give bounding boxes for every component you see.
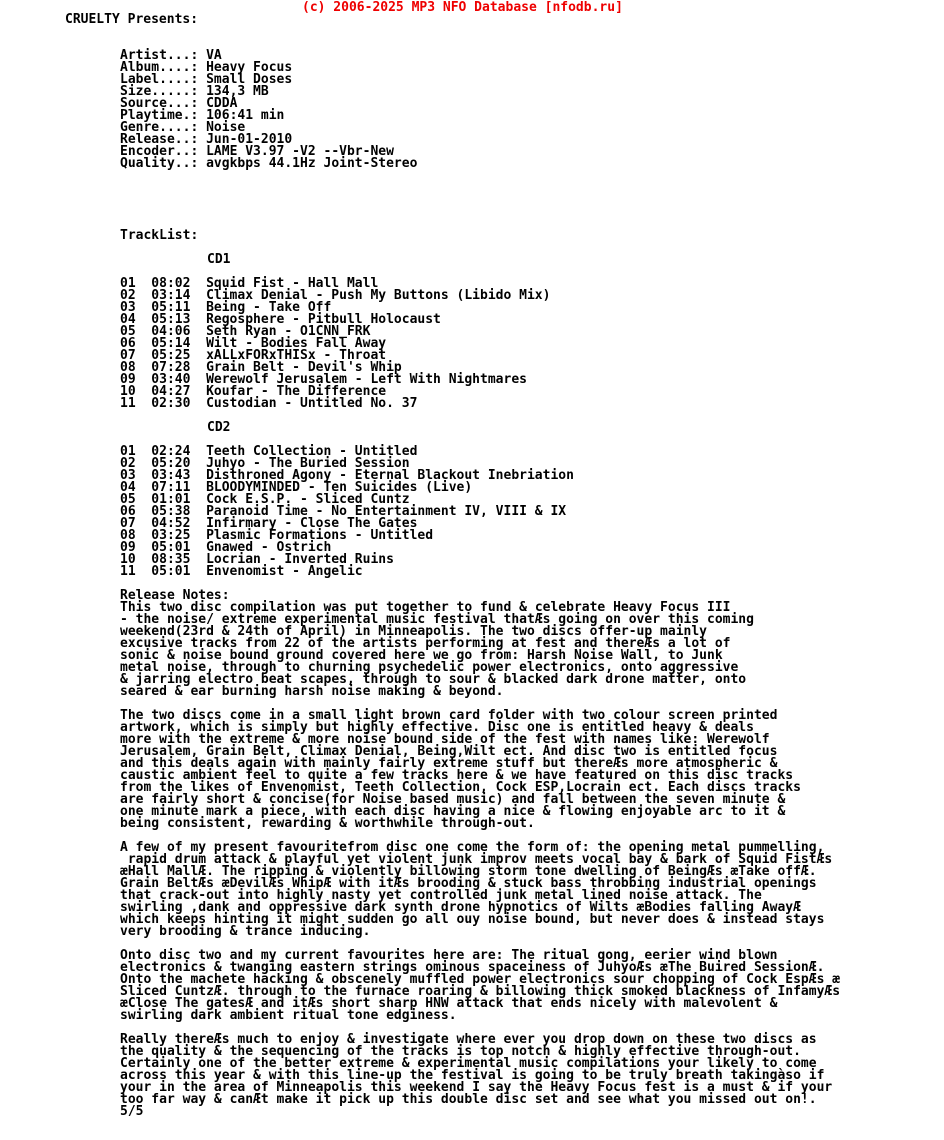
track-time: 05:13 [151, 312, 191, 327]
track-time: 03:43 [151, 468, 191, 483]
paragraph-line: - the noise/ extreme experimental music festival thatÆs going on over this coming [120, 612, 754, 627]
track-number: 04 [120, 480, 136, 495]
track-time: 03:25 [151, 528, 191, 543]
track-title: Infirmary - Close The Gates [206, 516, 418, 531]
track-time: 02:24 [151, 444, 191, 459]
track-time: 08:35 [151, 552, 191, 567]
track-number: 09 [120, 540, 136, 555]
paragraph-line: being consistent, rewarding & worthwhile through-out. [120, 816, 535, 831]
paragraph-line: swirling ,dank and oppressive dark synth drone hypnotics of Wilts æBodies falling AwayÆ [120, 900, 801, 915]
paragraph-line: which keeps hinting it might sudden go all ouy noise bound, but never does & instead stays [120, 912, 825, 927]
release-notes-paragraph-5 [120, 1034, 944, 1106]
paragraph-line: sonic & noise bound ground covered here we go from: Harsh Noise Wall, to Junk [120, 648, 723, 663]
presents-line: CRUELTY Presents: [65, 12, 199, 27]
track-time: 04:52 [151, 516, 191, 531]
track-title: xALLxFORxTHISx - Throat [206, 348, 387, 363]
track-number: 08 [120, 360, 136, 375]
disc-tracks-cd1 [120, 278, 944, 410]
release-info-label: Artist...: [120, 48, 199, 63]
track-title: Koufar - The Difference [206, 384, 387, 399]
track-time: 04:06 [151, 324, 191, 339]
release-info-value: 134,3 MB [206, 84, 269, 99]
track-title: Wilt - Bodies Fall Away [206, 336, 387, 351]
track-title: Seth Ryan - O1CNN_FRK [206, 324, 371, 339]
track-number: 11 [120, 396, 136, 411]
track-time: 05:01 [151, 540, 191, 555]
track-number: 03 [120, 468, 136, 483]
track-time: 05:20 [151, 456, 191, 471]
release-info-label: Playtime.: [120, 108, 199, 123]
track-title: Envenomist - Angelic [206, 564, 363, 579]
track-title: Juhyo - The Buried Session [206, 456, 410, 471]
release-notes-paragraph-4 [120, 950, 944, 1022]
paragraph-line: Really thereÆs much to enjoy & investigate where ever you drop down on these two discs as [120, 1032, 817, 1047]
track-number: 11 [120, 564, 136, 579]
track-time: 02:30 [151, 396, 191, 411]
release-info-value: LAME V3.97 -V2 --Vbr-New [206, 144, 394, 159]
paragraph-line: from the likes of Envenomist, Teeth Collection, Cock ESP,Locrain ect. Each discs tracks [120, 780, 801, 795]
track-number: 03 [120, 300, 136, 315]
track-title: Werewolf Jerusalem - Left With Nightmares [206, 372, 527, 387]
paragraph-line: weekend(23rd & 24th of April) in Minneapolis. The two discs offer-up mainly [120, 624, 707, 639]
track-number: 07 [120, 516, 136, 531]
track-title: Disthroned Agony - Eternal Blackout Inebriation [206, 468, 574, 483]
release-info-row [120, 158, 944, 170]
track-title: Being - Take Off [206, 300, 332, 315]
paragraph-line: seared & ear burning harsh noise making & beyond. [120, 684, 504, 699]
track-time: 05:14 [151, 336, 191, 351]
track-title: Regosphere - Pitbull Holocaust [206, 312, 441, 327]
release-info-label: Genre....: [120, 120, 199, 135]
release-info-label: Album....: [120, 60, 199, 75]
track-title: Locrian - Inverted Ruins [206, 552, 394, 567]
paragraph-line: The two discs come in a small light brown card folder with two colour screen printed [120, 708, 778, 723]
release-info-block [120, 50, 944, 170]
paragraph-line: æClose The gatesÆ and itÆs short sharp HNW attack that ends nicely with malevolent & [120, 996, 778, 1011]
release-info-label: Label....: [120, 72, 199, 87]
track-time: 03:40 [151, 372, 191, 387]
track-number: 04 [120, 312, 136, 327]
paragraph-line: & jarring electro beat scapes, through to sour & blacked dark drone matter, onto [120, 672, 747, 687]
track-time: 08:02 [151, 276, 191, 291]
track-title: Plasmic Formations - Untitled [206, 528, 434, 543]
track-time: 05:11 [151, 300, 191, 315]
release-info-value: VA [206, 48, 222, 63]
track-number: 08 [120, 528, 136, 543]
paragraph-line: artwork, which is simply but highly effective. Disc one is entitled heavy & deals [120, 720, 754, 735]
track-time: 05:38 [151, 504, 191, 519]
track-title: Custodian - Untitled No. 37 [206, 396, 418, 411]
track-title: Paranoid Time - No Entertainment IV, VIII & IX [206, 504, 567, 519]
paragraph-line: swirling dark ambient ritual tone edginess. [120, 1008, 457, 1023]
track-time: 07:11 [151, 480, 191, 495]
release-notes-paragraph-1 [120, 602, 944, 698]
track-number: 10 [120, 384, 136, 399]
paragraph-line: too far way & canÆt make it pick up this double disc set and see what you missed out on!. [120, 1092, 817, 1107]
track-number: 05 [120, 324, 136, 339]
track-row [120, 566, 944, 578]
track-title: Climax Denial - Push My Buttons (Libido Mix) [206, 288, 551, 303]
track-number: 02 [120, 288, 136, 303]
release-info-label: Size.....: [120, 84, 199, 99]
release-notes-paragraph-2 [120, 710, 944, 830]
paragraph-line: Certainly one of the better extreme & experimental music compilations your likely to come [120, 1056, 817, 1071]
track-number: 09 [120, 372, 136, 387]
paragraph-line: Jerusalem, Grain Belt, Climax Denial, Being,Wilt ect. And disc two is entitled focus [120, 744, 778, 759]
track-number: 05 [120, 492, 136, 507]
paragraph-line: Onto disc two and my current favourites here are: The ritual gong, eerier wind blown [120, 948, 778, 963]
paragraph-line: one minute mark a piece, with each disc having a nice & flowing enjoyable arc to it & [120, 804, 786, 819]
disc-title-cd1: CD1 [207, 252, 231, 267]
release-info-value: Heavy Focus [206, 60, 293, 75]
release-info-value: CDDA [206, 96, 238, 111]
track-time: 07:28 [151, 360, 191, 375]
track-number: 01 [120, 444, 136, 459]
track-number: 02 [120, 456, 136, 471]
paragraph-line: very brooding & trance inducing. [120, 924, 371, 939]
track-title: Teeth Collection - Untitled [206, 444, 418, 459]
disc-title-cd2: CD2 [207, 420, 231, 435]
paragraph-line: Onto the machete hacking & obscenely muffled power electronics sour chopping of Cock EspÆs æ [120, 972, 841, 987]
paragraph-line: A few of my present favouritefrom disc one come the form of: the opening metal pummelling, [120, 840, 825, 855]
paragraph-line: that crack-out into highly nasty yet controlled junk metal lined noise attack. The [120, 888, 762, 903]
paragraph-line: caustic ambient feel to quite a few tracks here & we have featured on this disc tracks [120, 768, 794, 783]
track-time: 04:27 [151, 384, 191, 399]
track-title: Gnawed - Ostrich [206, 540, 332, 555]
track-number: 07 [120, 348, 136, 363]
release-info-value: 106:41 min [206, 108, 285, 123]
paragraph-line: rapid drum attack & playful yet violent junk improv meets vocal bay & bark of Squid FistÆs [120, 852, 833, 867]
paragraph-line: Sliced CuntzÆ. through to the furnace roaring & billowing thick smoked blackness of InfamyÆs [120, 984, 841, 999]
paragraph-line: æHall MallÆ. The ripping & violently billowing storm tone dwelling of BeingÆs æTake offÆ. [120, 864, 817, 879]
paragraph-line: Grain BeltÆs æDevilÆs WhipÆ with itÆs brooding & stuck bass throbbing industrial openings [120, 876, 817, 891]
rating-line: 5/5 [120, 1104, 144, 1119]
paragraph-line: are fairly short & concise(for Noise based music) and fall between the seven minute & [120, 792, 786, 807]
track-time: 01:01 [151, 492, 191, 507]
release-info-value: Jun-01-2010 [206, 132, 293, 147]
track-number: 06 [120, 336, 136, 351]
release-info-row [120, 86, 944, 98]
track-title: BLOODYMINDED - Ten Suicides (Live) [206, 480, 473, 495]
track-number: 10 [120, 552, 136, 567]
release-notes-paragraph-3 [120, 842, 944, 938]
paragraph-line: This two disc compilation was put together to fund & celebrate Heavy Focus III [120, 600, 731, 615]
release-info-label: Release..: [120, 132, 199, 147]
track-row [120, 398, 944, 410]
track-title: Grain Belt - Devil's Whip [206, 360, 402, 375]
paragraph-line: more with the extreme & more noise bound side of the fest with names like: Werewolf [120, 732, 770, 747]
paragraph-line: metal noise, through to churning psychedelic power electronics, onto aggressive [120, 660, 739, 675]
track-title: Cock E.S.P. - Sliced Cuntz [206, 492, 410, 507]
paragraph-line: and this deals again with mainly fairly extreme stuff but thereÆs more atmospheric & [120, 756, 778, 771]
paragraph-line: your in the area of Minneapolis this weekend I say the Heavy Focus fest is a must & if your [120, 1080, 833, 1095]
release-info-label: Source...: [120, 96, 199, 111]
paragraph-line: electronics & twanging eastern strings ominous spaceiness of JuhyoÆs æThe Buired SessionÆ. [120, 960, 825, 975]
paragraph-line: excusive tracks from 22 of the artists performing at fest and thereÆs a lot of [120, 636, 731, 651]
release-info-value: avgkbps 44.1Hz Joint-Stereo [206, 156, 418, 171]
track-time: 03:14 [151, 288, 191, 303]
release-info-value: Noise [206, 120, 246, 135]
track-time: 05:25 [151, 348, 191, 363]
track-number: 06 [120, 504, 136, 519]
paragraph-line: across this year & with this line-up the festival is going to be truly breath takingàso if [120, 1068, 825, 1083]
tracklist-heading: TrackList: [120, 228, 199, 243]
track-title: Squid Fist - Hall Mall [206, 276, 379, 291]
release-notes-heading: Release Notes: [120, 588, 230, 603]
track-number: 01 [120, 276, 136, 291]
copyright-header: (c) 2006-2025 MP3 NFO Database [nfodb.ru] [302, 0, 623, 15]
release-info-label: Encoder..: [120, 144, 199, 159]
track-time: 05:01 [151, 564, 191, 579]
paragraph-line: the quality & the sequencing of the tracks is top notch & highly effective through-out. [120, 1044, 801, 1059]
disc-tracks-cd2 [120, 446, 944, 578]
release-info-value: Small Doses [206, 72, 293, 87]
release-info-label: Quality..: [120, 156, 199, 171]
